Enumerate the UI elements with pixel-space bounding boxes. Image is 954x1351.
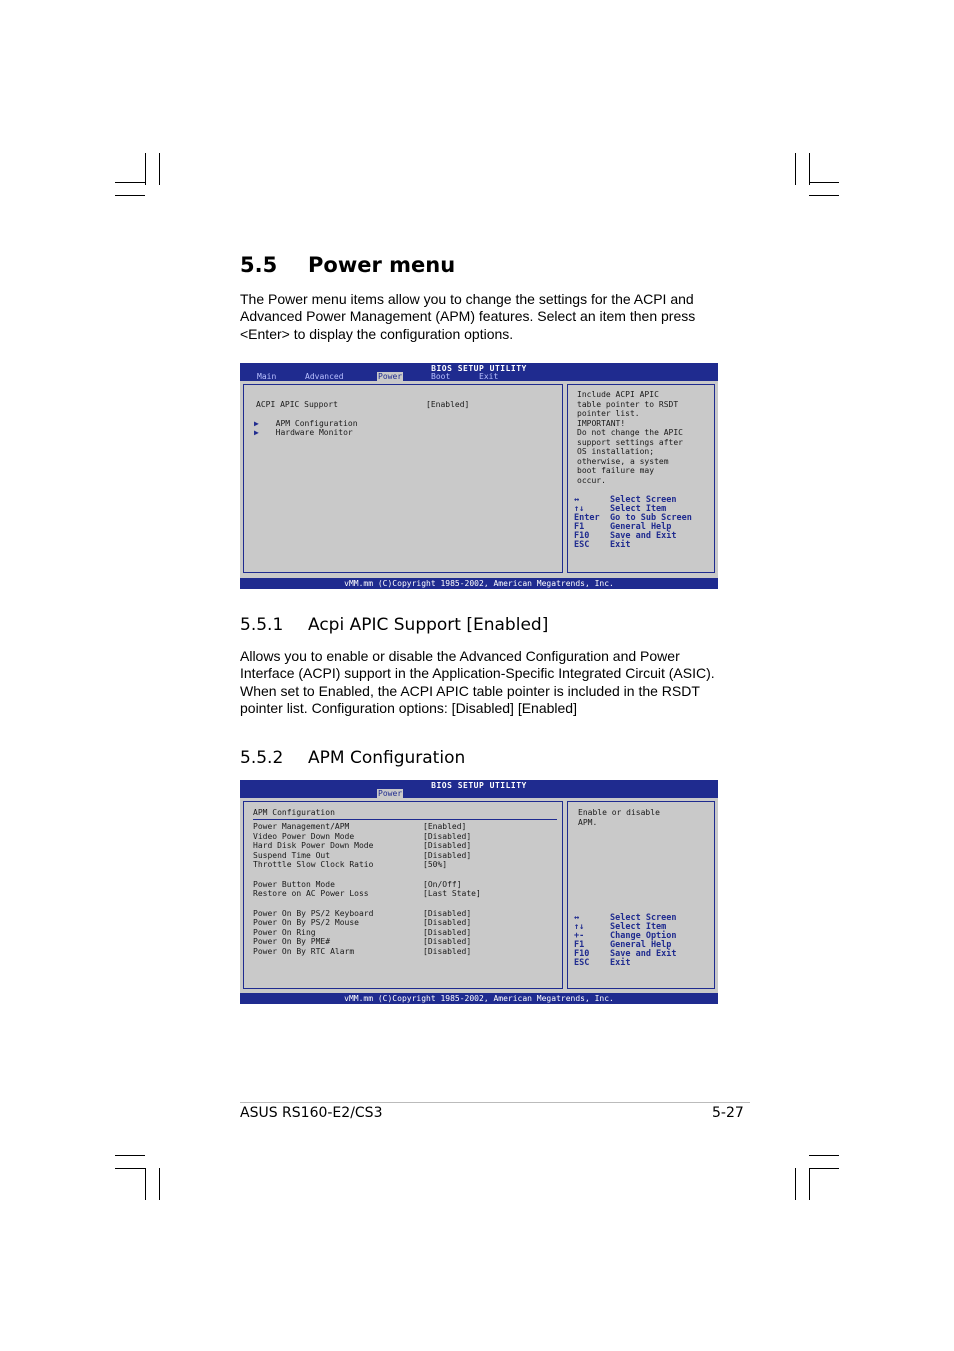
crop-mark <box>115 1155 145 1156</box>
acpi-apic-support-value[interactable]: [Enabled] <box>426 400 470 409</box>
key-f1: F1 <box>574 940 585 950</box>
help-line: Enable or disable <box>578 808 660 817</box>
key-enter: Enter <box>574 513 600 523</box>
help-line: otherwise, a system <box>577 456 669 466</box>
help-line: OS installation; <box>577 447 655 456</box>
setting-label[interactable]: Power On By PS/2 Keyboard <box>253 908 374 918</box>
crop-mark <box>115 182 145 183</box>
key-legend: ↔ Select Screen ↑↓ Select Item Enter Go to Sub Screen F1 General Help F10 Save and Exit ESC Exit <box>574 495 692 550</box>
crop-mark <box>159 1168 160 1200</box>
crop-mark <box>809 1168 810 1200</box>
setting-label[interactable]: Hard Disk Power Down Mode <box>253 841 374 850</box>
setting-label[interactable]: Power On By PME# <box>253 937 331 946</box>
bios-title: BIOS SETUP UTILITY <box>431 364 527 373</box>
help-line: Do not change the APIC <box>577 428 683 437</box>
bios-main-pane <box>243 801 563 989</box>
setting-label[interactable]: Suspend Time Out <box>253 850 331 860</box>
crop-mark <box>809 1155 839 1156</box>
key-arrows-ud-icon: ↑↓ <box>574 922 585 932</box>
setting-value[interactable]: [Disabled] <box>423 937 472 946</box>
bios-copyright: vMM.mm (C)Copyright 1985-2002, American Megatrends, Inc. <box>344 994 614 1003</box>
setting-value[interactable]: [On/Off] <box>423 879 462 889</box>
bios-help-pane <box>567 801 715 989</box>
setting-value[interactable]: [Disabled] <box>423 918 472 927</box>
section-heading-acpi: 5.5.1 Acpi APIC Support [Enabled] <box>240 615 549 635</box>
help-line: table pointer to RSDT <box>577 399 679 409</box>
key-f1: F1 <box>574 522 585 532</box>
key-esc: ESC <box>574 958 590 968</box>
acpi-apic-support-label[interactable]: ACPI APIC Support <box>256 400 338 409</box>
section-heading-apm: 5.5.2 APM Configuration <box>240 748 466 768</box>
help-line: pointer list. <box>577 409 640 418</box>
key-f10: F10 <box>574 949 590 959</box>
footer-page-number: 5-27 <box>712 1105 744 1121</box>
tab-main[interactable]: Main <box>257 372 277 381</box>
key-arrows-lr-icon: ↔ <box>574 913 580 923</box>
submenu-hardware-monitor[interactable]: ▶ Hardware Monitor <box>254 428 353 437</box>
help-line: boot failure may <box>577 466 655 475</box>
setting-label[interactable]: Power On By PS/2 Mouse <box>253 918 359 927</box>
setting-label[interactable]: Power Management/APM <box>253 822 350 831</box>
crop-mark <box>809 195 839 196</box>
crop-mark <box>809 1168 839 1169</box>
help-line: IMPORTANT! <box>577 418 626 428</box>
setting-value[interactable]: [Disabled] <box>423 841 472 850</box>
submenu-arrow-icon: ▶ <box>254 428 264 437</box>
key-legend: ↔ Select Screen ↑↓ Select Item +- Change Option F1 General Help F10 Save and Exit ESC Exit <box>574 913 677 968</box>
footer-rule <box>240 1102 750 1103</box>
bios-copyright: vMM.mm (C)Copyright 1985-2002, American Megatrends, Inc. <box>344 579 614 588</box>
help-line: APM. <box>578 817 598 827</box>
key-arrows-ud-icon: ↑↓ <box>574 504 585 514</box>
setting-label[interactable]: Throttle Slow Clock Ratio <box>253 860 374 869</box>
setting-value[interactable]: [Disabled] <box>423 831 472 841</box>
setting-value[interactable]: [Disabled] <box>423 850 472 860</box>
crop-mark <box>809 182 839 183</box>
crop-mark <box>795 153 796 185</box>
apm-heading: APM Configuration <box>253 808 335 817</box>
crop-mark <box>145 153 146 185</box>
tab-power[interactable]: Power <box>378 789 403 798</box>
divider <box>253 819 557 820</box>
submenu-apm-configuration[interactable]: ▶ APM Configuration <box>254 419 358 428</box>
footer-product: ASUS RS160-E2/CS3 <box>240 1105 383 1121</box>
key-plus-minus: +- <box>574 931 585 941</box>
crop-mark <box>115 195 145 196</box>
section-title: Power menu <box>308 253 456 277</box>
setting-label[interactable]: Power On By RTC Alarm <box>253 946 355 956</box>
tab-boot[interactable]: Boot <box>431 372 451 381</box>
setting-value[interactable]: [50%] <box>423 860 448 869</box>
bios-main-pane <box>243 384 563 573</box>
setting-value[interactable]: [Disabled] <box>423 927 472 937</box>
setting-value[interactable]: [Disabled] <box>423 946 472 956</box>
bios-help-pane <box>567 384 715 573</box>
bios-title: BIOS SETUP UTILITY <box>431 781 527 790</box>
crop-mark <box>145 1168 146 1200</box>
key-arrows-lr-icon: ↔ <box>574 495 580 505</box>
crop-mark <box>795 1168 796 1200</box>
setting-label[interactable]: Restore on AC Power Loss <box>253 889 369 898</box>
help-line: Include ACPI APIC <box>577 390 659 399</box>
tab-exit[interactable]: Exit <box>479 372 499 381</box>
tab-advanced[interactable]: Advanced <box>305 372 344 381</box>
help-line: support settings after <box>577 437 683 447</box>
bios-screen-apm <box>240 780 718 1004</box>
tab-power[interactable]: Power <box>378 372 403 381</box>
crop-mark <box>809 153 810 185</box>
page-title <box>240 253 455 277</box>
submenu-arrow-icon: ▶ <box>254 419 264 428</box>
setting-value[interactable]: [Disabled] <box>423 908 472 918</box>
crop-mark <box>159 153 160 185</box>
bios-screen-power <box>240 363 718 589</box>
help-line: occur. <box>577 475 606 485</box>
setting-label[interactable]: Power On Ring <box>253 927 316 937</box>
key-esc: ESC <box>574 540 590 550</box>
setting-value[interactable]: [Enabled] <box>423 822 467 831</box>
section-number: 5.5 <box>240 253 278 277</box>
setting-label[interactable]: Video Power Down Mode <box>253 831 355 841</box>
setting-label[interactable]: Power Button Mode <box>253 879 335 889</box>
crop-mark <box>115 1168 145 1169</box>
setting-value[interactable]: [Last State] <box>423 889 481 898</box>
key-f10: F10 <box>574 531 590 541</box>
acpi-description: Allows you to enable or disable the Advanced Configuration and Power Interface (ACPI) support in the Application-Specific Integrated Circuit (ASIC). When set to Enabled, the ACPI APIC table pointer is included in the RSDT pointer list. Configuration options: [Disabled] [Enabled] <box>240 648 715 716</box>
intro-paragraph: The Power menu items allow you to change the settings for the ACPI and Advanced Power Management (APM) features. Select an item then press <Enter> to display the configuration options. <box>240 291 696 342</box>
